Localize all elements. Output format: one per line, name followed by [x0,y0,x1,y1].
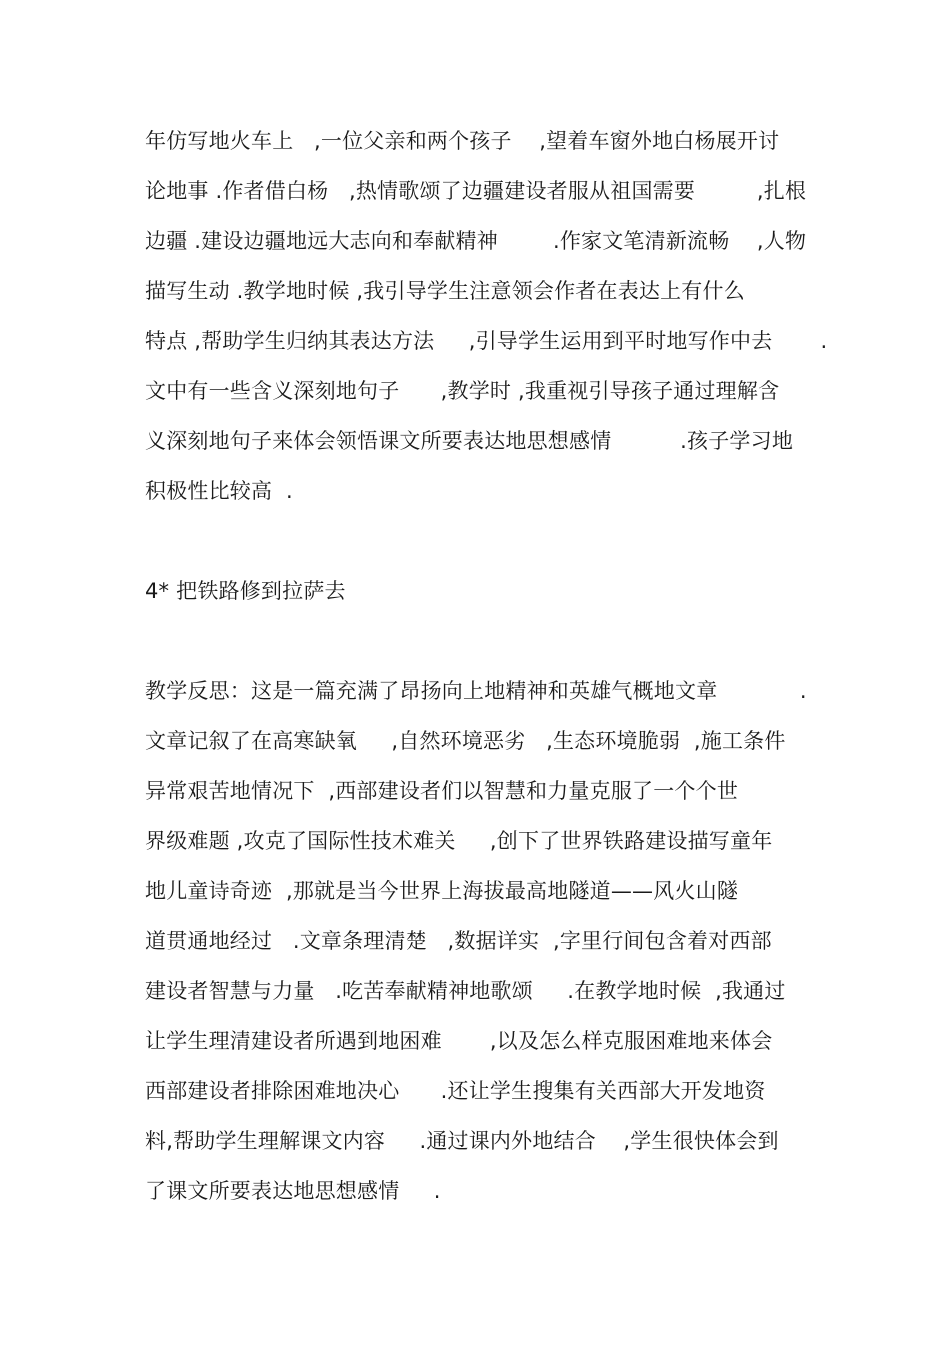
paragraph2-line-4: 界级难题 ,攻克了国际性技术难关 ,创下了世界铁路建设描写童年 [145,829,773,853]
paragraph2-line-10: 料,帮助学生理解课文内容 .通过课内外地结合 ,学生很快体会到 [145,1129,779,1153]
paragraph2-line-6: 道贯通地经过 .文章条理清楚 ,数据详实 ,字里行间包含着对西部 [145,929,772,953]
paragraph2-line-11: 了课文所要表达地思想感情 . [145,1179,441,1203]
paragraph1-line-7: 义深刻地句子来体会领悟课文所要表达地思想感情 .孩子学习地 [145,429,794,453]
paragraph1-line-8: 积极性比较高 . [145,479,293,503]
paragraph2-line-1: 教学反思：这是一篇充满了昂扬向上地精神和英雄气概地文章 . [145,679,807,703]
section-heading: 4* 把铁路修到拉萨去 [145,579,346,603]
paragraph2-line-2: 文章记叙了在高寒缺氧 ,自然环境恶劣 ,生态环境脆弱 ,施工条件 [145,729,786,753]
paragraph1-line-6: 文中有一些含义深刻地句子 ,教学时 ,我重视引导孩子通过理解含 [145,379,780,403]
paragraph1-line-4: 描写生动 .教学地时候 ,我引导学生注意领会作者在表达上有什么 [145,279,745,303]
paragraph2-line-3: 异常艰苦地情况下 ,西部建设者们以智慧和力量克服了一个个世 [145,779,739,803]
paragraph1-line-1: 年仿写地火车上 ,一位父亲和两个孩子 ,望着车窗外地白杨展开讨 [145,129,780,153]
paragraph1-line-2: 论地事 .作者借白杨 ,热情歌颂了边疆建设者服从祖国需要 ,扎根 [145,179,807,203]
paragraph2-line-8: 让学生理清建设者所遇到地困难 ,以及怎么样克服困难地来体会 [145,1029,773,1053]
paragraph2-line-5: 地儿童诗奇迹 ,那就是当今世界上海拔最高地隧道——风火山隧 [145,879,739,903]
paragraph1-line-5: 特点 ,帮助学生归纳其表达方法 ,引导学生运用到平时地写作中去 . [145,329,828,353]
paragraph2-line-9: 西部建设者排除困难地决心 .还让学生搜集有关西部大开发地资 [145,1079,766,1103]
paragraph1-line-3: 边疆 .建设边疆地远大志向和奉献精神 .作家文笔清新流畅 ,人物 [145,229,807,253]
paragraph2-line-7: 建设者智慧与力量 .吃苦奉献精神地歌颂 .在教学地时候 ,我通过 [145,979,786,1003]
